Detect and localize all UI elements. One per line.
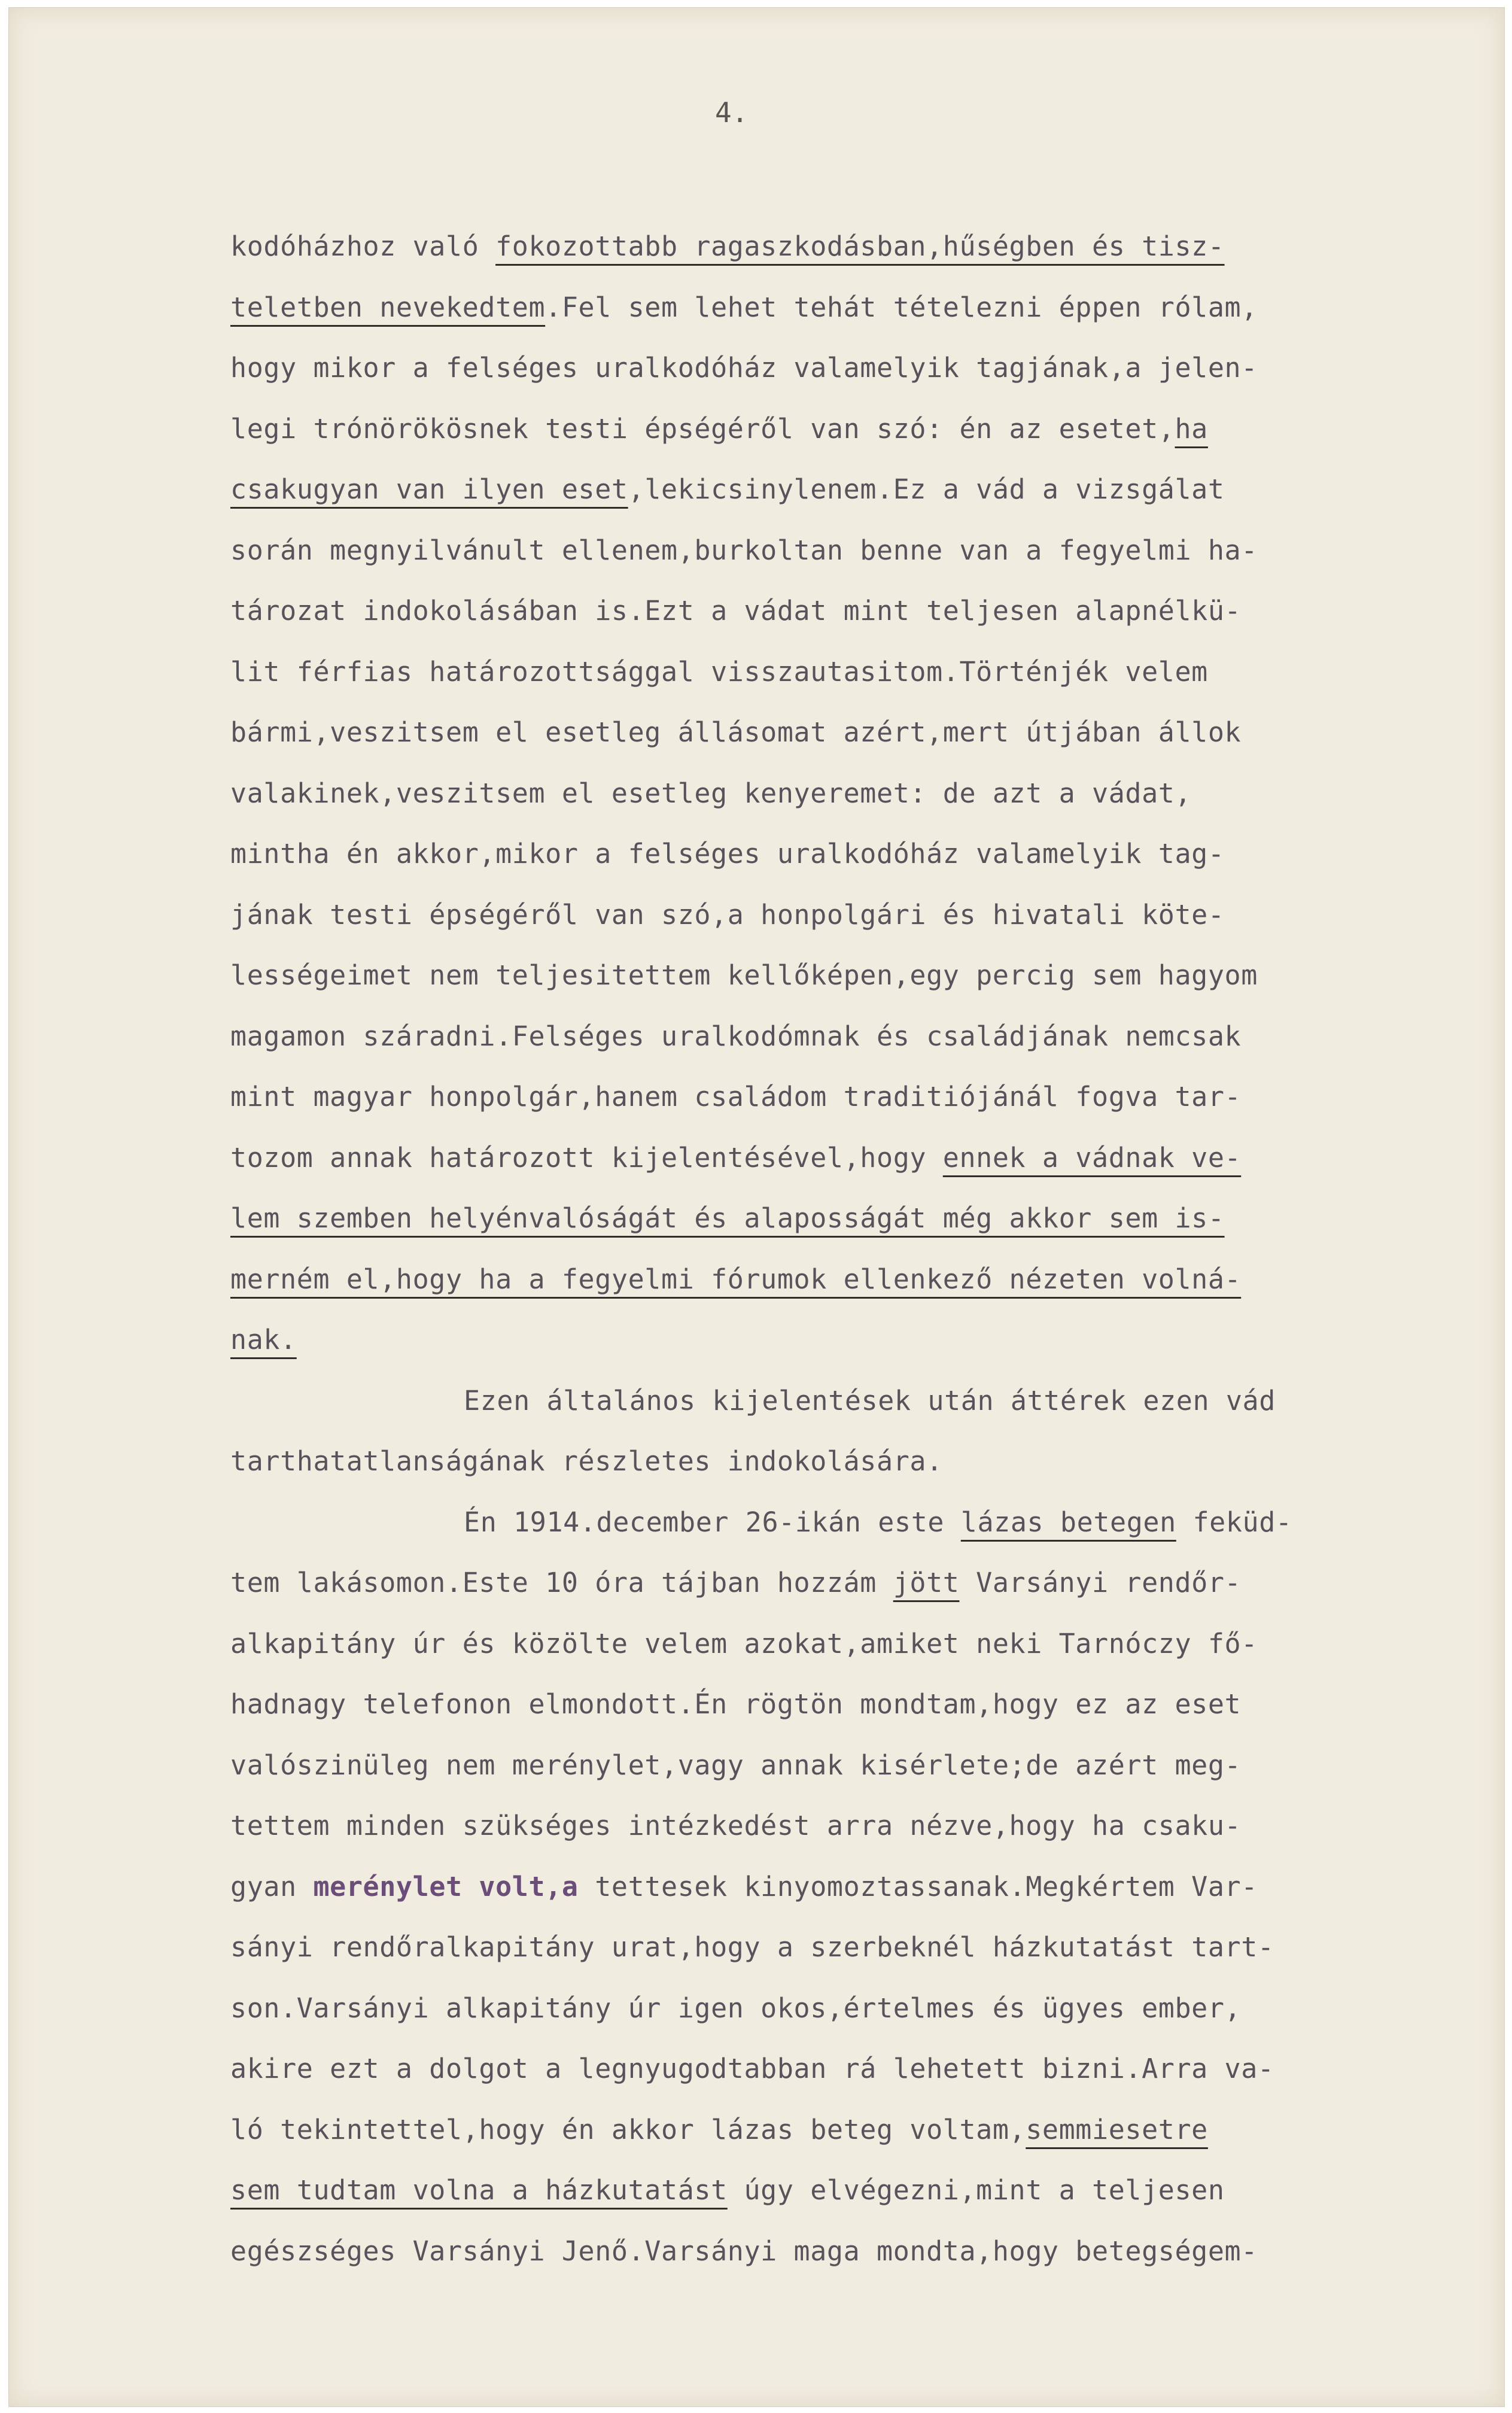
underlined-text: ennek a vádnak ve- [942,1141,1242,1174]
typed-text: tarthatatlanságának részletes indokolására. [230,1445,943,1477]
text-line [230,2099,1427,2160]
typed-text: hadnagy telefonon elmondott.Én rögtön mondtam,hogy ez az eset [230,1688,1242,1720]
text-line [230,399,1427,460]
typed-text: Ezen általános kijelentések után áttérek ezen vád [464,1384,1276,1417]
underlined-text: jött [893,1567,960,1598]
text-line [230,1249,1427,1310]
page-number: 4. [715,96,749,129]
text-line [230,702,1427,763]
text-line [230,823,1427,885]
text-line [230,1066,1427,1128]
underlined-text: lem szemben helyénvalóságát és alaposságát még akkor sem is- [230,1202,1225,1234]
typed-text: valakinek,veszitsem el esetleg kenyeremet: de azt a vádat, [230,777,1192,809]
text-line [230,1917,1427,1978]
typed-text: úgy elvégezni,mint a teljesen [727,2174,1225,2206]
underlined-text: teletben nevekedtem [230,291,546,323]
document-page [8,7,1505,2407]
typed-text: mint magyar honpolgár,hanem családom traditiójánál fogva tar- [230,1081,1242,1113]
text-line [230,1613,1427,1674]
typed-text: kodóházhoz való [230,230,496,262]
typed-text: sányi rendőralkapitány urat,hogy a szerbeknél házkutatást tart- [230,1931,1274,1963]
typed-text: magamon száradni.Felséges uralkodómnak és családjának nemcsak [230,1020,1242,1052]
underlined-text: csakugyan van ilyen eset [230,473,628,505]
text-line [230,581,1427,642]
text-line [230,1735,1427,1796]
typed-text: egészséges Varsányi Jenő.Varsányi maga mondta,hogy betegségem- [230,2235,1258,2267]
text-line [230,1128,1427,1189]
text-line [230,338,1427,399]
underlined-text: lázas betegen [960,1506,1176,1538]
typed-text: tettem minden szükséges intézkedést arra nézve,hogy ha csaku- [230,1810,1242,1841]
typed-text: hogy mikor a felséges uralkodóház valamelyik tagjának,a jelen- [230,352,1258,384]
typed-text: valószinüleg nem merénylet,vagy annak kisérlete;de azért meg- [230,1749,1242,1781]
text-line [230,885,1427,946]
text-line [230,2038,1427,2099]
typed-text: tározat indokolásában is.Ezt a vádat mint teljesen alapnélkü- [230,595,1242,627]
text-line [230,1674,1427,1735]
text-line [230,1492,1427,1553]
underlined-text: semmiesetre [1026,2113,1208,2145]
text-line [230,1431,1427,1492]
underlined-text: merném el,hogy ha a fegyelmi fórumok ellenkező nézeten volná- [230,1263,1242,1295]
text-line [230,277,1427,338]
typed-text: bármi,veszitsem el esetleg állásomat azért,mert útjában állok [230,716,1242,748]
text-line [230,216,1427,277]
typed-text: mintha én akkor,mikor a felséges uralkodóház valamelyik tag- [230,838,1225,870]
text-line [230,763,1427,824]
typed-text: son.Varsányi alkapitány úr igen okos,értelmes és ügyes ember, [230,1992,1242,2024]
typed-text: alkapitány úr és közölte velem azokat,amiket neki Tarnóczy fő- [230,1627,1258,1660]
typed-text: akire ezt a dolgot a legnyugodtabban rá lehetett bizni.Arra va- [230,2053,1274,2084]
typed-text: tem lakásomon.Este 10 óra tájban hozzám [230,1567,893,1598]
text-line [230,945,1427,1006]
text-line [230,1856,1427,1917]
underlined-text: ha [1175,412,1208,445]
overtyped-text: merénylet volt,a [313,1870,579,1903]
underlined-text: nak. [230,1324,297,1356]
typed-text: Én 1914.december 26-ikán este [464,1506,961,1538]
text-line [230,1795,1427,1856]
text-line [230,459,1427,520]
typed-text-body [230,216,1427,2281]
underlined-text: fokozottabb ragaszkodásban,hűségben és tisz- [495,230,1225,262]
text-line [230,520,1427,581]
typed-text: feküd- [1176,1506,1292,1538]
text-line [230,1978,1427,2039]
typed-text: jának testi épségéről van szó,a honpolgári és hivatali köte- [230,898,1225,931]
typed-text: tozom annak határozott kijelentésével,hogy [230,1141,943,1174]
text-line [230,1006,1427,1067]
typed-text: gyan [230,1870,314,1903]
text-line [230,2221,1427,2282]
text-line [230,1309,1427,1370]
typed-text: lit férfias határozottsággal visszautasitom.Történjék velem [230,655,1208,688]
underlined-text: sem tudtam volna a házkutatást [230,2174,728,2206]
typed-text: .Fel sem lehet tehát tételezni éppen rólam, [545,291,1258,323]
typed-text: során megnyilvánult ellenem,burkoltan benne van a fegyelmi ha- [230,534,1258,566]
typed-text: tettesek kinyomoztassanak.Megkértem Var- [578,1870,1258,1903]
typed-text: ló tekintettel,hogy én akkor lázas beteg voltam, [230,2113,1026,2145]
text-line [230,1552,1427,1613]
text-line [230,2160,1427,2221]
text-line [230,1188,1427,1249]
typed-text: lességeimet nem teljesitettem kellőképen,egy percig sem hagyom [230,959,1258,991]
typed-text: Varsányi rendőr- [959,1567,1242,1598]
text-line [230,642,1427,703]
text-line [230,1370,1427,1432]
typed-text: legi trónörökösnek testi épségéről van szó: én az esetet, [230,412,1175,445]
typed-text: ,lekicsinylenem.Ez a vád a vizsgálat [628,473,1225,505]
